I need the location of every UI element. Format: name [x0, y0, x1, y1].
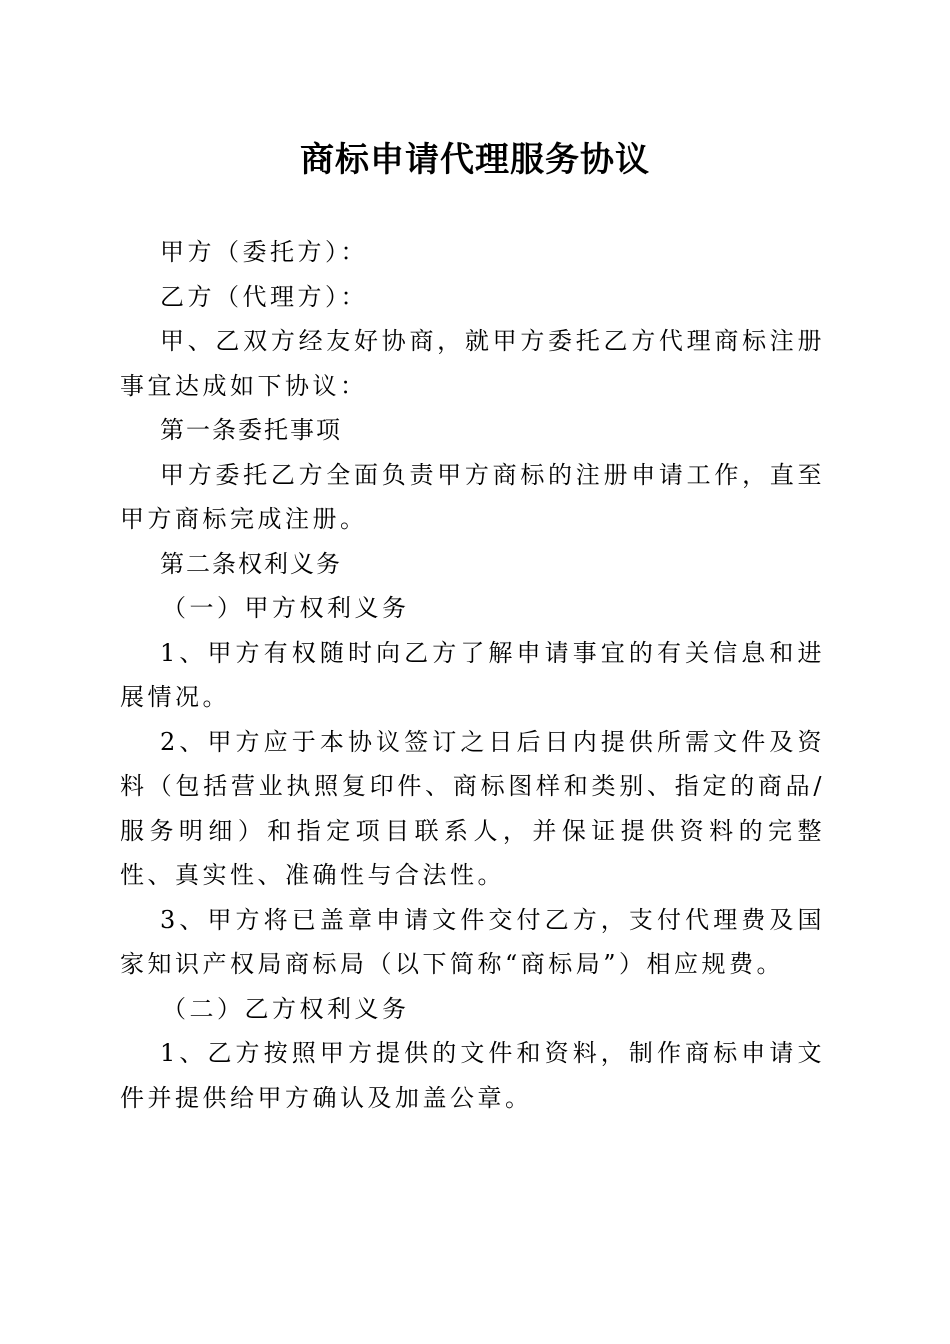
party-b-clause-1: 1、乙方按照甲方提供的文件和资料，制作商标申请文件并提供给甲方确认及加盖公章。 — [120, 1039, 825, 1112]
preamble-paragraph: 甲、乙双方经友好协商，就甲方委托乙方代理商标注册事宜达成如下协议： — [120, 327, 825, 400]
party-a-line: 甲方（委托方）： — [160, 238, 368, 266]
article-1-paragraph: 甲方委托乙方全面负责甲方商标的注册申请工作，直至甲方商标完成注册。 — [120, 460, 825, 533]
section-party-a-heading: （一）甲方权利义务 — [162, 594, 410, 622]
article-2-heading: 第二条权利义务 — [160, 549, 342, 578]
section-party-b-heading: （二）乙方权利义务 — [162, 994, 410, 1023]
party-a-clause-3: 3、甲方将已盖章申请文件交付乙方，支付代理费及国家知识产权局商标局（以下简称“商标局”）相应规费。 — [120, 905, 825, 978]
document-title: 商标申请代理服务协议 — [300, 140, 650, 180]
article-1-heading: 第一条委托事项 — [160, 416, 342, 444]
party-a-clause-2: 2、甲方应于本协议签订之日后日内提供所需文件及资料（包括营业执照复印件、商标图样和类别、指定的商品/服务明细）和指定项目联系人，并保证提供资料的完整性、真实性、准确性与合法性。 — [120, 727, 825, 889]
party-a-clause-1: 1、甲方有权随时向乙方了解申请事宜的有关信息和进展情况。 — [120, 638, 825, 711]
party-b-line: 乙方（代理方）： — [160, 282, 368, 311]
document-body — [120, 230, 825, 1120]
